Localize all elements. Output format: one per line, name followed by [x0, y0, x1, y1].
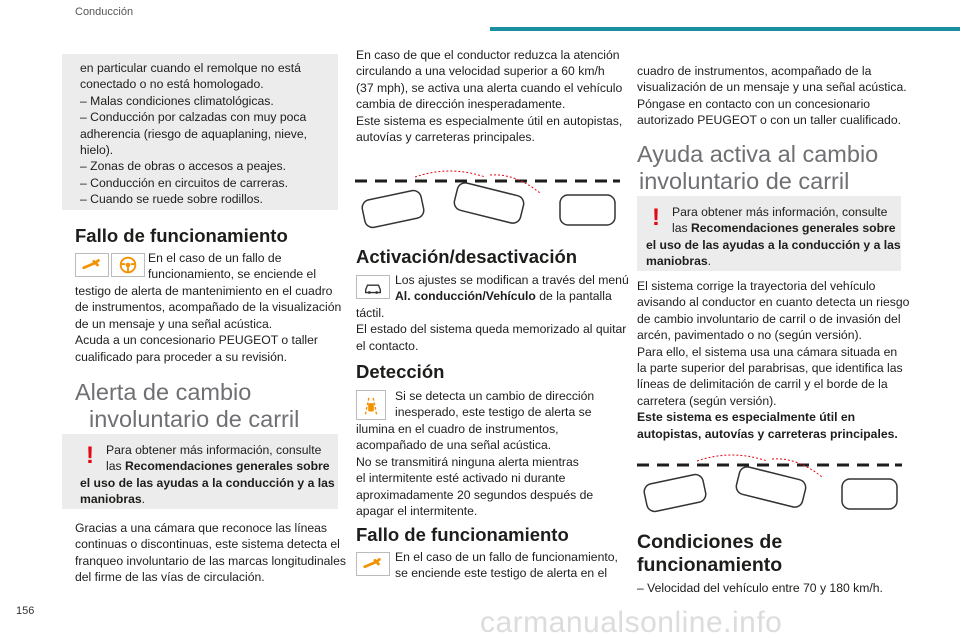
text-line — [646, 237, 901, 253]
bold-span: Al. conducción/Vehículo — [395, 289, 536, 304]
text-span: de la pantalla — [535, 289, 612, 304]
alerta-heading — [75, 379, 299, 433]
exclamation-icon: ! — [652, 204, 660, 231]
text-line: aproximadamente 20 segundos después de — [356, 487, 594, 502]
text-line: carretera (según versión). — [637, 393, 777, 408]
text-line: Gracias a una cámara que reconoce las líneas — [75, 521, 328, 535]
bold-span: Recomendaciones generales sobre — [690, 221, 896, 236]
fallo-text-1a — [148, 250, 316, 283]
list-item: adherencia (riesgo de aquaplaning, nieve, — [80, 126, 307, 141]
lane-correction-illustration — [637, 447, 902, 515]
bold-span: Este sistema es especialmente útil en — [637, 410, 856, 425]
heading-line: involuntario de carril — [89, 406, 300, 432]
heading-line: Condiciones de — [637, 531, 783, 553]
text-line — [646, 220, 901, 236]
text-line: franqueo involuntario de las marcas longitudinales — [75, 553, 346, 568]
text-line: circulando a una velocidad superior a 60 km/h — [356, 64, 605, 79]
exclamation-icon: ! — [86, 442, 94, 469]
list-item: hielo). — [80, 143, 114, 158]
text-line: Este sistema es especialmente útil en autopistas, — [356, 113, 623, 128]
section-header: Conducción — [75, 6, 134, 18]
text-line: apagar el intermitente. — [356, 504, 478, 519]
text-span: . — [141, 492, 146, 507]
lane-warning-icon — [356, 390, 386, 420]
text-line: Los ajustes se modifican a través del menú — [395, 273, 629, 287]
bold-span: el uso de las ayudas a la conducción y a las — [80, 475, 335, 490]
text-line — [80, 458, 335, 474]
list-item: – Conducción en circuitos de carreras. — [80, 175, 288, 190]
text-line — [637, 426, 909, 442]
deteccion-text-a — [395, 388, 594, 421]
text-line: El sistema corrige la trayectoria del vehículo — [637, 279, 876, 293]
text-line: testigo de alerta de mantenimiento en el cuadro — [75, 284, 333, 298]
text-line: Para obtener más información, consulte — [672, 205, 888, 219]
text-line: cuadro de instrumentos, acompañado de la — [637, 64, 872, 78]
list-item: – Velocidad del vehículo entre 70 y 180 km/h. — [637, 581, 883, 595]
text-line: inesperado, este testigo de alerta se — [395, 405, 592, 420]
text-line: Póngase en contacto con un concesionario — [637, 96, 871, 111]
heading-line: funcionamiento — [637, 554, 783, 576]
activacion-heading: Activación/desactivación — [356, 246, 578, 267]
text-span: las — [106, 459, 125, 474]
text-line: ilumina en el cuadro de instrumentos, — [356, 422, 559, 436]
text-line: En el caso de un fallo de funcionamiento, — [395, 550, 618, 564]
car-settings-icon — [356, 275, 390, 299]
text-line: Si se detecta un cambio de dirección — [395, 389, 595, 403]
fallo-text-2 — [395, 549, 618, 582]
ayuda-heading — [637, 141, 878, 195]
deteccion-text-b — [356, 421, 593, 519]
text-line: de un mensaje y una señal acústica. — [75, 316, 273, 331]
text-line — [637, 409, 909, 425]
text-line: cualificado para proceder a su revisión. — [75, 349, 288, 364]
wrench-icon — [75, 253, 109, 277]
text-line: continuas o discontinuas, este sistema detecta el — [75, 537, 340, 552]
heading-line: involuntario de carril — [639, 168, 850, 194]
text-line: Acuda a un concesionario PEUGEOT o taller — [75, 333, 318, 348]
fallo-text-1b — [75, 283, 341, 365]
steering-wheel-icon — [111, 253, 145, 277]
watermark: carmanualsonline.info — [480, 606, 783, 639]
text-line — [395, 288, 629, 304]
fallo-heading-2: Fallo de funcionamiento — [356, 524, 569, 545]
text-line: cambia de dirección inesperadamente. — [356, 97, 566, 112]
text-line — [80, 475, 335, 491]
bold-span: maniobras — [80, 492, 142, 507]
text-line: visualización de un mensaje y una señal acústica. — [637, 80, 907, 95]
text-line: funcionamiento, se enciende el — [148, 267, 317, 282]
text-line — [646, 253, 901, 269]
text-line: el intermitente esté activado ni durante — [356, 471, 566, 486]
warning-text-2 — [646, 204, 901, 270]
list-item: en particular cuando el remolque no está — [80, 61, 301, 75]
activacion-text — [395, 272, 629, 305]
bold-span: Recomendaciones generales sobre — [124, 459, 330, 474]
wrench-icon — [356, 552, 390, 576]
text-line: No se transmitirá ninguna alerta mientras — [356, 454, 579, 469]
condiciones-text — [637, 580, 883, 596]
list-item: – Malas condiciones climatológicas. — [80, 93, 274, 108]
bold-span: el uso de las ayudas a la conducción y a las — [646, 237, 901, 252]
fallo-heading-1: Fallo de funcionamiento — [75, 225, 288, 246]
bold-span: maniobras — [646, 254, 708, 269]
col3-top-text — [637, 63, 907, 129]
warning-text-1 — [80, 442, 335, 508]
text-line: Para ello, el sistema usa una cámara situada en — [637, 344, 898, 359]
page-number: 156 — [16, 605, 35, 617]
text-line: de instrumentos, acompañado de la visualización — [75, 300, 342, 315]
list-item: – Cuando se ruede sobre rodillos. — [80, 192, 263, 207]
list-item: – Conducción por calzadas con muy poca — [80, 110, 307, 125]
text-line: autovías y carreteras principales. — [356, 130, 535, 145]
text-line: (37 mph), se activa una alerta cuando el vehículo — [356, 80, 623, 95]
text-line: En caso de que el conductor reduzca la atención — [356, 48, 620, 62]
text-line: el contacto. — [356, 338, 419, 353]
text-line: autorizado PEUGEOT o con un taller cualificado. — [637, 113, 901, 128]
text-span: las — [672, 221, 691, 236]
heading-line: Alerta de cambio — [75, 379, 252, 405]
text-line: se enciende este testigo de alerta en el — [395, 566, 608, 581]
text-line: del firme de las vías de circulación. — [75, 570, 265, 585]
list-item: – Zonas de obras o accesos a peajes. — [80, 159, 286, 174]
text-line: la parte superior del parabrisas, que identifica las — [637, 361, 903, 376]
heading-line: Ayuda activa al cambio — [637, 141, 879, 167]
conditions-list — [80, 60, 307, 208]
text-line: En el caso de un fallo de — [148, 251, 282, 265]
activacion-text-rest — [356, 305, 626, 354]
text-line: avisando al conductor en cuanto detecta un riesgo — [637, 295, 910, 310]
list-item: conectado o no está homologado. — [80, 77, 264, 92]
lane-departure-illustration — [355, 163, 620, 231]
text-line: acompañado de una señal acústica. — [356, 438, 552, 453]
condiciones-heading — [637, 531, 782, 577]
ayuda-body — [637, 278, 909, 442]
text-line — [80, 491, 335, 507]
bold-span: autopistas, autovías y carreteras principales. — [637, 426, 898, 441]
text-line: Para obtener más información, consulte — [106, 443, 322, 457]
text-line: arcén, pavimentado o no (según versión). — [637, 328, 862, 343]
text-span: . — [707, 254, 712, 269]
text-line: táctil. — [356, 306, 385, 320]
col2-top-text — [356, 47, 622, 145]
header-accent-bar — [490, 27, 960, 31]
text-line: El estado del sistema queda memorizado al quitar — [356, 322, 627, 337]
text-line: líneas de delimitación de carril y el borde de la — [637, 377, 888, 392]
alerta-intro — [75, 520, 346, 586]
text-line: de cambio involuntario de carril o de invasión del — [637, 311, 901, 326]
deteccion-heading: Detección — [356, 361, 445, 382]
